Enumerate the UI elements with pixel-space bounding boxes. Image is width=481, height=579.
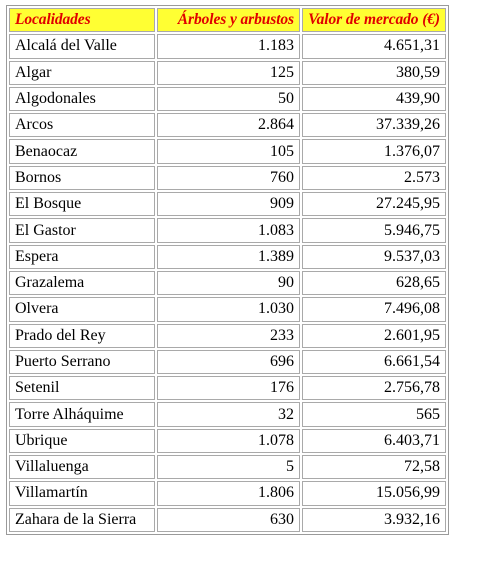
locality-cell: Villaluenga xyxy=(9,455,155,479)
locality-cell: Villamartín xyxy=(9,481,155,505)
trees-shrubs-cell: 233 xyxy=(157,324,300,348)
trees-shrubs-cell: 760 xyxy=(157,166,300,190)
locality-cell: Alcalá del Valle xyxy=(9,34,155,58)
trees-shrubs-cell: 1.083 xyxy=(157,218,300,242)
market-value-cell: 4.651,31 xyxy=(302,34,446,58)
locality-cell: El Gastor xyxy=(9,218,155,242)
trees-shrubs-cell: 630 xyxy=(157,508,300,532)
header-valor-mercado: Valor de mercado (€) xyxy=(302,8,446,32)
localities-table xyxy=(6,5,449,535)
trees-shrubs-cell: 5 xyxy=(157,455,300,479)
table-row xyxy=(9,245,446,269)
table-row xyxy=(9,455,446,479)
table-row xyxy=(9,481,446,505)
locality-cell: Prado del Rey xyxy=(9,324,155,348)
trees-shrubs-cell: 125 xyxy=(157,61,300,85)
market-value-cell: 15.056,99 xyxy=(302,481,446,505)
locality-cell: El Bosque xyxy=(9,192,155,216)
trees-shrubs-cell: 1.030 xyxy=(157,297,300,321)
market-value-cell: 6.661,54 xyxy=(302,350,446,374)
trees-shrubs-cell: 2.864 xyxy=(157,113,300,137)
header-row xyxy=(9,8,446,32)
table-row xyxy=(9,87,446,111)
table-row xyxy=(9,271,446,295)
locality-cell: Torre Alháquime xyxy=(9,402,155,426)
table-row xyxy=(9,508,446,532)
market-value-cell: 5.946,75 xyxy=(302,218,446,242)
locality-cell: Arcos xyxy=(9,113,155,137)
header-localidades: Localidades xyxy=(9,8,155,32)
market-value-cell: 2.756,78 xyxy=(302,376,446,400)
trees-shrubs-cell: 176 xyxy=(157,376,300,400)
trees-shrubs-cell: 1.183 xyxy=(157,34,300,58)
market-value-cell: 628,65 xyxy=(302,271,446,295)
table-container xyxy=(6,5,449,535)
table-row xyxy=(9,113,446,137)
locality-cell: Benaocaz xyxy=(9,139,155,163)
table-row xyxy=(9,218,446,242)
market-value-cell: 9.537,03 xyxy=(302,245,446,269)
locality-cell: Grazalema xyxy=(9,271,155,295)
market-value-cell: 380,59 xyxy=(302,61,446,85)
locality-cell: Algar xyxy=(9,61,155,85)
table-body xyxy=(9,34,446,532)
table-row xyxy=(9,376,446,400)
table-row xyxy=(9,350,446,374)
header-arboles-arbustos: Árboles y arbustos xyxy=(157,8,300,32)
table-row xyxy=(9,61,446,85)
trees-shrubs-cell: 50 xyxy=(157,87,300,111)
table-row xyxy=(9,429,446,453)
market-value-cell: 3.932,16 xyxy=(302,508,446,532)
trees-shrubs-cell: 90 xyxy=(157,271,300,295)
market-value-cell: 6.403,71 xyxy=(302,429,446,453)
market-value-cell: 2.601,95 xyxy=(302,324,446,348)
locality-cell: Ubrique xyxy=(9,429,155,453)
market-value-cell: 27.245,95 xyxy=(302,192,446,216)
table-header xyxy=(9,8,446,32)
table-row xyxy=(9,402,446,426)
market-value-cell: 7.496,08 xyxy=(302,297,446,321)
trees-shrubs-cell: 105 xyxy=(157,139,300,163)
trees-shrubs-cell: 32 xyxy=(157,402,300,426)
locality-cell: Olvera xyxy=(9,297,155,321)
locality-cell: Puerto Serrano xyxy=(9,350,155,374)
market-value-cell: 2.573 xyxy=(302,166,446,190)
market-value-cell: 37.339,26 xyxy=(302,113,446,137)
trees-shrubs-cell: 696 xyxy=(157,350,300,374)
locality-cell: Zahara de la Sierra xyxy=(9,508,155,532)
locality-cell: Espera xyxy=(9,245,155,269)
trees-shrubs-cell: 1.806 xyxy=(157,481,300,505)
table-row xyxy=(9,139,446,163)
locality-cell: Setenil xyxy=(9,376,155,400)
trees-shrubs-cell: 909 xyxy=(157,192,300,216)
market-value-cell: 439,90 xyxy=(302,87,446,111)
table-row xyxy=(9,34,446,58)
market-value-cell: 565 xyxy=(302,402,446,426)
locality-cell: Algodonales xyxy=(9,87,155,111)
table-row xyxy=(9,297,446,321)
table-row xyxy=(9,192,446,216)
table-row xyxy=(9,166,446,190)
market-value-cell: 72,58 xyxy=(302,455,446,479)
table-row xyxy=(9,324,446,348)
locality-cell: Bornos xyxy=(9,166,155,190)
market-value-cell: 1.376,07 xyxy=(302,139,446,163)
trees-shrubs-cell: 1.389 xyxy=(157,245,300,269)
trees-shrubs-cell: 1.078 xyxy=(157,429,300,453)
